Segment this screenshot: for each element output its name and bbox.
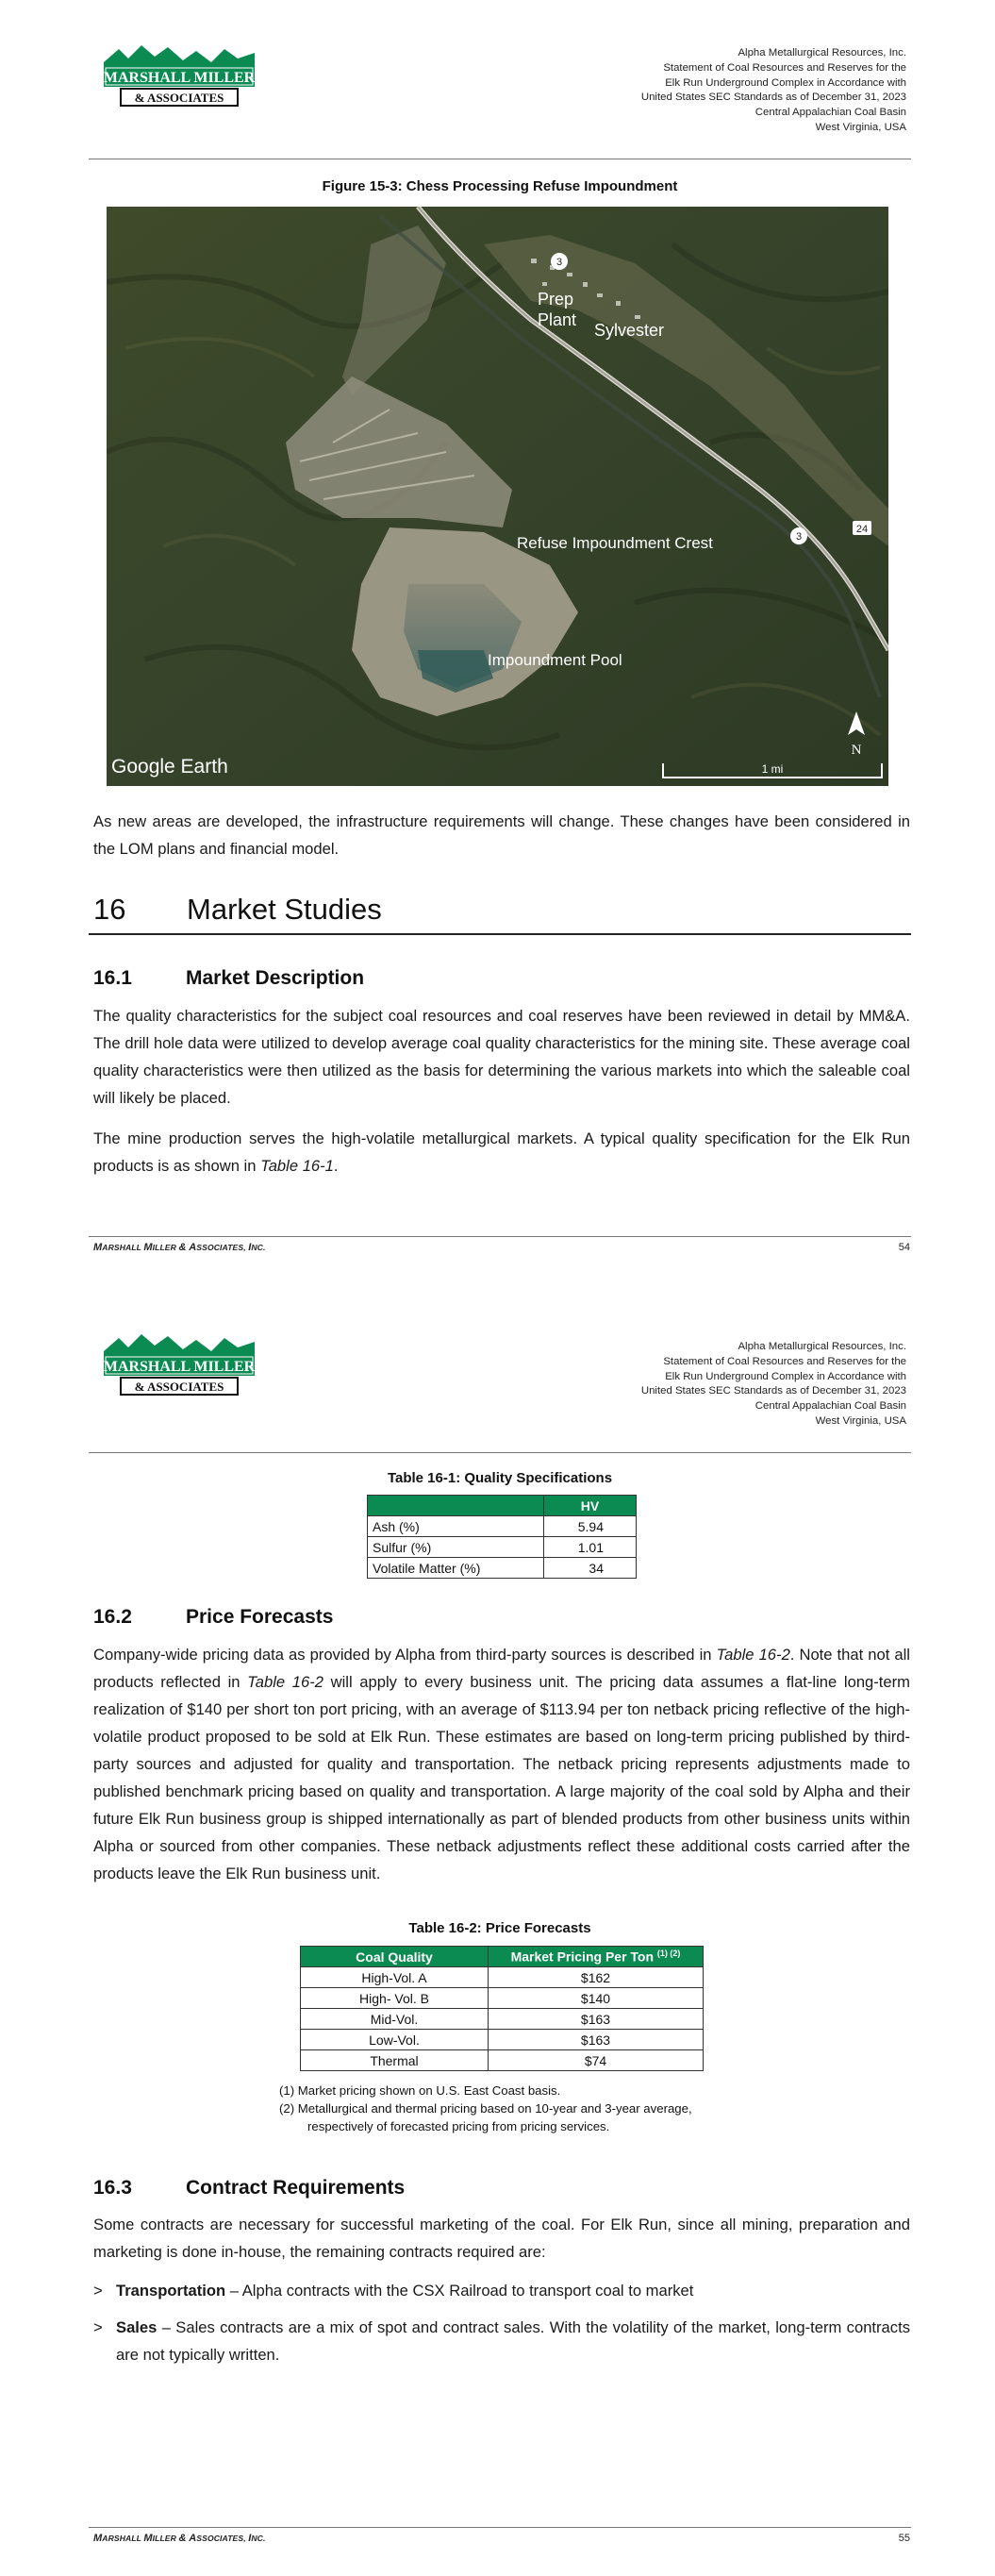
route-marker-24: 24 (855, 524, 869, 535)
header-line: Statement of Coal Resources and Reserves for the (663, 1355, 906, 1367)
table-header-coal-quality: Coal Quality (301, 1947, 489, 1967)
section-divider (89, 933, 911, 935)
paragraph-quality: The quality characteristics for the subject coal resources and coal reserves have been reviewed in detail by MM&A. The drill hole data were utilized to develop average coal quality characteristics for the mining site. These average coal quality characteristics were then utilized as the basis for determining the various markets into which the saleable coal will likely be placed. (93, 1007, 910, 1107)
row-label: Ash (%) (368, 1516, 544, 1537)
row-quality: Low-Vol. (301, 2030, 489, 2050)
section-16-title: Market Studies (187, 893, 382, 926)
page-number: 55 (898, 2533, 910, 2544)
logo-subname: & ASSOCIATES (134, 91, 224, 105)
header-line: West Virginia, USA (815, 121, 906, 133)
row-price: $140 (489, 1988, 704, 2009)
map-label-sylvester: Sylvester (594, 321, 665, 340)
figure-caption: Figure 15-3: Chess Processing Refuse Impoundment (322, 178, 678, 194)
price-forecasts-table (300, 1946, 704, 2071)
row-label: Volatile Matter (%) (368, 1558, 544, 1579)
section-16-3-number: 16.3 (93, 2177, 132, 2199)
north-label: N (851, 743, 862, 758)
table-row (301, 2030, 704, 2050)
header-line: Statement of Coal Resources and Reserves for the (663, 61, 906, 74)
header-line: Elk Run Underground Complex in Accordance with (665, 76, 906, 89)
header-line: West Virginia, USA (815, 1414, 906, 1427)
page-number: 54 (898, 1242, 910, 1253)
header-line: Alpha Metallurgical Resources, Inc. (738, 1341, 906, 1352)
map-label-pool: Impoundment Pool (488, 651, 622, 669)
section-16-2-title: Price Forecasts (186, 1606, 334, 1628)
satellite-image (107, 207, 888, 786)
map-label-refuse-crest: Refuse Impoundment Crest (517, 534, 713, 552)
bullet-sales: > Sales – Sales contracts are a mix of spot and contract sales. With the volatility of the market, long-term contracts are not typically written. (93, 2314, 910, 2370)
table-row (301, 1967, 704, 1988)
table-note-1: (1) Market pricing shown on U.S. East Coast basis. (279, 2083, 561, 2098)
footer-firm: MARSHALL MILLER & ASSOCIATES, INC. (93, 1242, 266, 1253)
paragraph-contracts: Some contracts are necessary for successful marketing of the coal. For Elk Run, since all mining, preparation and marketing is done in-house, the remaining contracts required are: (93, 2216, 910, 2261)
table-row (368, 1516, 637, 1537)
row-price: $163 (489, 2030, 704, 2050)
row-quality: Thermal (301, 2050, 489, 2071)
table-row (301, 1988, 704, 2009)
footer-firm: MARSHALL MILLER & ASSOCIATES, INC. (93, 2533, 266, 2544)
row-price: $163 (489, 2009, 704, 2030)
row-quality: High-Vol. A (301, 1967, 489, 1988)
table-header-hv: HV (544, 1496, 637, 1516)
company-logo (100, 42, 258, 112)
quality-specifications-table (367, 1495, 637, 1579)
row-value: 5.94 (544, 1516, 637, 1537)
row-value: 1.01 (544, 1537, 637, 1558)
row-value: 34 (544, 1558, 637, 1579)
bullet-marker: > (93, 2318, 103, 2336)
header-line: Central Appalachian Coal Basin (755, 1400, 906, 1413)
map-label-prep: Prep (538, 290, 574, 309)
paragraph-infrastructure: As new areas are developed, the infrastructure requirements will change. These changes have been considered in the LOM plans and financial model. (93, 812, 910, 858)
logo-name: MARSHALL MILLER (103, 1359, 256, 1375)
table-reference: Table 16-2 (247, 1673, 323, 1691)
table-header-market-pricing: Market Pricing Per Ton $^{(1) (2)}$ (489, 1947, 704, 1967)
row-label: Sulfur (%) (368, 1537, 544, 1558)
scale-label: 1 mi (761, 762, 784, 776)
header-line: United States SEC Standards as of December 31, 2023 (640, 92, 906, 104)
page-55 (0, 1293, 995, 2576)
table-16-2-caption: Table 16-2: Price Forecasts (408, 1920, 591, 1936)
section-16-1-number: 16.1 (93, 967, 132, 989)
section-16-3-title: Contract Requirements (186, 2177, 406, 2199)
footer-divider (89, 1236, 911, 1237)
paragraph-price-forecasts: Company-wide pricing data as provided by Alpha from third-party sources is described in Table 16-2. Note that not all products reflected in Table 16-2 will apply to every business unit. The pricing data assumes a flat-line long-term realization of $140 per short ton port pricing, with an average of $113.94 per ton netback pricing reflective of the high-volatile product proposed to be sold at Elk Run. These estimates are based on long-term pricing published by third-party sources and adjusted for quality and transportation. The netback pricing represents adjustments made to published benchmark pricing based on quality and transportation. A large majority of the coal sold by Alpha and their future Elk Run business group is shipped internationally as part of blended products from other business units within Alpha or sourced from other companies. These netback adjustments reflect these additional costs carried after the products leave the Elk Run business unit. (93, 1646, 910, 1882)
bullet-marker: > (93, 2282, 103, 2300)
table-reference: Table 16-2 (716, 1646, 790, 1664)
company-logo (100, 1330, 258, 1401)
table-reference: Table 16-1 (260, 1157, 334, 1175)
header-line: Elk Run Underground Complex in Accordance with (665, 1370, 906, 1382)
row-price: $162 (489, 1967, 704, 1988)
logo-name: MARSHALL MILLER (103, 70, 256, 86)
section-16-1-title: Market Description (186, 967, 365, 989)
page-header (510, 46, 906, 136)
logo-subname: & ASSOCIATES (134, 1380, 224, 1394)
table-header-blank (368, 1496, 544, 1516)
header-line: Central Appalachian Coal Basin (755, 107, 906, 119)
paragraph-production: The mine production serves the high-volatile metallurgical markets. A typical quality specification for the Elk Run products is as shown in Table 16-1. (93, 1129, 910, 1175)
google-earth-watermark: Google Earth (111, 756, 228, 778)
map-label-plant: Plant (538, 310, 577, 329)
header-line: United States SEC Standards as of December 31, 2023 (640, 1385, 906, 1397)
table-row (368, 1537, 637, 1558)
header-line: Alpha Metallurgical Resources, Inc. (738, 47, 906, 59)
page-header (510, 1340, 906, 1430)
route-marker-3b: 3 (795, 531, 803, 543)
route-marker-3: 3 (556, 257, 563, 268)
row-quality: High- Vol. B (301, 1988, 489, 2009)
table-note-2: (2) Metallurgical and thermal pricing based on 10-year and 3-year average, respectively of forecasted pricing from pricing services. (279, 2101, 692, 2133)
row-price: $74 (489, 2050, 704, 2071)
section-16-number: 16 (93, 893, 126, 926)
bullet-transportation: > Transportation – Alpha contracts with the CSX Railroad to transport coal to market (93, 2277, 910, 2305)
row-quality: Mid-Vol. (301, 2009, 489, 2030)
section-16-2-number: 16.2 (93, 1606, 132, 1628)
header-divider (89, 1452, 911, 1453)
table-row (301, 2050, 704, 2071)
table-row (368, 1558, 637, 1579)
table-16-1-caption: Table 16-1: Quality Specifications (387, 1470, 613, 1486)
table-row (301, 2009, 704, 2030)
footer-divider (89, 2527, 911, 2528)
